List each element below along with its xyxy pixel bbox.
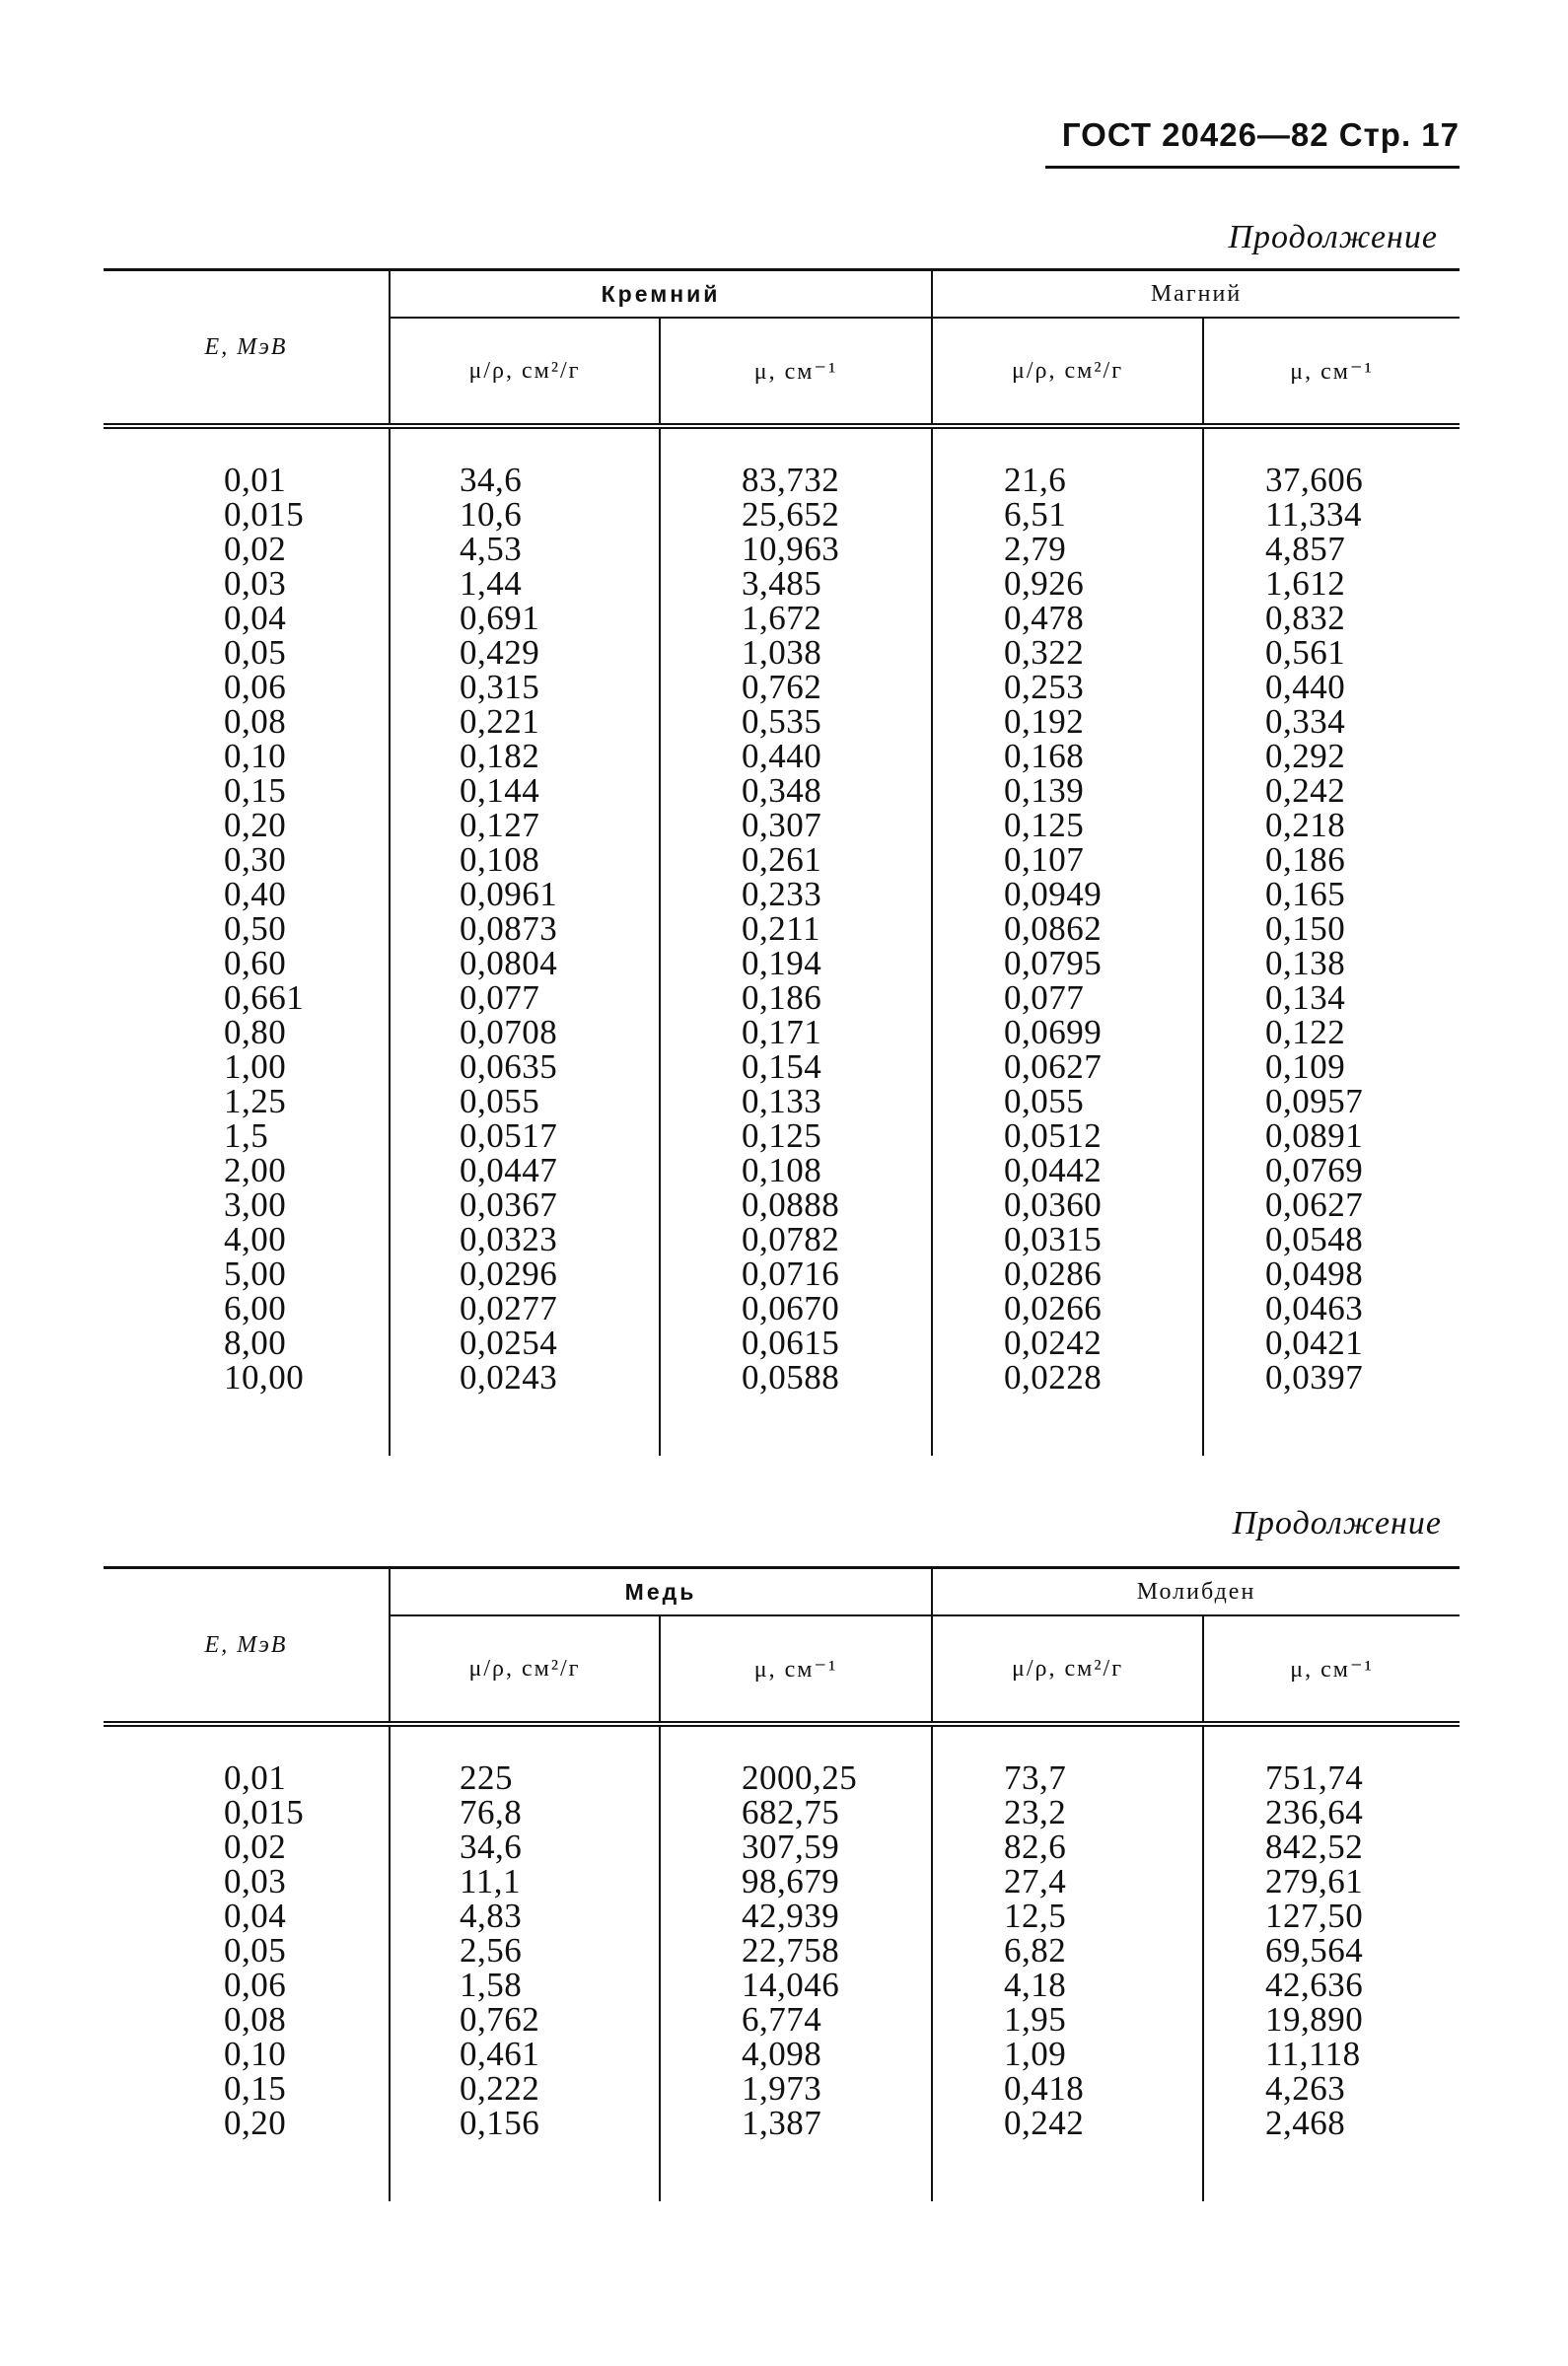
linear-coef-cell-b: 19,890: [1203, 2002, 1460, 2037]
table-row: [104, 911, 1460, 946]
energy-cell: 0,03: [224, 1862, 287, 1900]
mass-coef-cell-a: 0,0277: [390, 1291, 660, 1326]
mass-coef-cell-b: 0,0862: [932, 911, 1203, 946]
linear-coef-cell-b: 0,122: [1203, 1015, 1460, 1049]
table-row: [104, 1899, 1460, 1933]
mass-coef-cell-b: 73,7: [932, 1760, 1203, 1795]
energy-cell: 0,01: [224, 461, 287, 499]
energy-cell: 0,02: [224, 530, 287, 568]
linear-coef-cell-a: 0,154: [660, 1049, 932, 1084]
mass-coef-cell-a: 0,0447: [390, 1153, 660, 1187]
linear-coef-cell-a: 83,732: [660, 463, 932, 497]
table-body: [104, 426, 1460, 1456]
mass-coef-cell-b: 0,139: [932, 773, 1203, 808]
table-row: [104, 808, 1460, 842]
energy-cell: 3,00: [224, 1185, 287, 1224]
mass-coef-cell-b: 0,107: [932, 842, 1203, 877]
table-row: [104, 1084, 1460, 1118]
linear-coef-cell-a: 14,046: [660, 1968, 932, 2002]
mass-coef-cell-a: 10,6: [390, 497, 660, 532]
energy-cell: 1,00: [224, 1047, 287, 1086]
table-row: [104, 842, 1460, 877]
mass-coef-cell-a: 34,6: [390, 1829, 660, 1864]
mass-coef-cell-b: 0,125: [932, 808, 1203, 842]
linear-coef-cell-a: 0,0888: [660, 1187, 932, 1222]
table-row: [104, 1760, 1460, 1795]
subheader-mass-coef: μ/ρ, см²/г: [932, 318, 1203, 426]
energy-cell: 0,015: [224, 1793, 305, 1831]
linear-coef-cell-a: 0,0670: [660, 1291, 932, 1326]
energy-cell: 0,06: [224, 668, 287, 706]
mass-coef-cell-b: 0,418: [932, 2071, 1203, 2106]
mass-coef-cell-b: 0,0360: [932, 1187, 1203, 1222]
linear-coef-cell-b: 0,0769: [1203, 1153, 1460, 1187]
linear-coef-cell-b: 0,292: [1203, 739, 1460, 773]
energy-cell: 0,15: [224, 771, 287, 810]
mass-coef-cell-a: 0,0254: [390, 1326, 660, 1360]
energy-cell: 1,25: [224, 1082, 287, 1120]
table-row: [104, 635, 1460, 670]
linear-coef-cell-a: 2000,25: [660, 1760, 932, 1795]
mass-coef-cell-b: 4,18: [932, 1968, 1203, 2002]
linear-coef-cell-b: 0,0957: [1203, 1084, 1460, 1118]
mass-coef-cell-a: 11,1: [390, 1864, 660, 1899]
group-header-copper: Медь: [390, 1568, 932, 1616]
attenuation-table-cu-mo: [104, 1566, 1460, 2201]
linear-coef-cell-a: 0,211: [660, 911, 932, 946]
linear-coef-cell-b: 0,0627: [1203, 1187, 1460, 1222]
mass-coef-cell-a: 0,156: [390, 2106, 660, 2140]
mass-coef-cell-b: 0,055: [932, 1084, 1203, 1118]
mass-coef-cell-a: 0,429: [390, 635, 660, 670]
mass-coef-cell-a: 2,56: [390, 1933, 660, 1968]
subheader-linear-coef: μ, см⁻¹: [1203, 318, 1460, 426]
linear-coef-cell-b: 0,218: [1203, 808, 1460, 842]
linear-coef-cell-a: 307,59: [660, 1829, 932, 1864]
table-row: [104, 532, 1460, 566]
table-row: [104, 704, 1460, 739]
linear-coef-cell-a: 0,261: [660, 842, 932, 877]
energy-cell: 0,08: [224, 702, 287, 741]
table-row: [104, 1049, 1460, 1084]
energy-cell: 0,60: [224, 944, 287, 982]
linear-coef-cell-a: 1,387: [660, 2106, 932, 2140]
group-header-molybdenum: Молибден: [932, 1568, 1460, 1616]
table-row: [104, 946, 1460, 980]
subheader-linear-coef: μ, см⁻¹: [660, 1615, 932, 1724]
table-row: [104, 2002, 1460, 2037]
mass-coef-cell-b: 27,4: [932, 1864, 1203, 1899]
linear-coef-cell-a: 0,108: [660, 1153, 932, 1187]
mass-coef-cell-b: 0,0242: [932, 1326, 1203, 1360]
linear-coef-cell-b: 0,0891: [1203, 1118, 1460, 1153]
linear-coef-cell-a: 0,233: [660, 877, 932, 911]
attenuation-table-si-mg: [104, 268, 1460, 1456]
page-header: ГОСТ 20426—82 Стр. 17: [1061, 116, 1460, 153]
mass-coef-cell-a: 4,53: [390, 532, 660, 566]
mass-coef-cell-a: 0,055: [390, 1084, 660, 1118]
energy-cell: 0,015: [224, 495, 305, 534]
mass-coef-cell-b: 0,192: [932, 704, 1203, 739]
table-row: [104, 1256, 1460, 1291]
mass-coef-cell-b: 0,478: [932, 601, 1203, 635]
linear-coef-cell-b: 1,612: [1203, 566, 1460, 601]
table-row: [104, 1291, 1460, 1326]
energy-cell: 0,20: [224, 2104, 287, 2142]
linear-coef-cell-b: 0,561: [1203, 635, 1460, 670]
mass-coef-cell-b: 82,6: [932, 1829, 1203, 1864]
continuation-label: Продолжение: [1228, 219, 1438, 255]
linear-coef-cell-a: 0,0615: [660, 1326, 932, 1360]
group-header-silicon: Кремний: [390, 270, 932, 319]
table-row: [104, 497, 1460, 532]
linear-coef-cell-a: 0,762: [660, 670, 932, 704]
table-body: [104, 1724, 1460, 2201]
linear-coef-cell-b: 0,0548: [1203, 1222, 1460, 1256]
linear-coef-cell-a: 0,125: [660, 1118, 932, 1153]
linear-coef-cell-b: 37,606: [1203, 463, 1460, 497]
table-row: [104, 1795, 1460, 1829]
linear-coef-cell-b: 42,636: [1203, 1968, 1460, 2002]
mass-coef-cell-a: 34,6: [390, 463, 660, 497]
table-row: [104, 1360, 1460, 1395]
linear-coef-cell-a: 0,194: [660, 946, 932, 980]
linear-coef-cell-b: 0,186: [1203, 842, 1460, 877]
mass-coef-cell-b: 0,0949: [932, 877, 1203, 911]
energy-cell: 0,50: [224, 909, 287, 948]
energy-cell: 0,30: [224, 840, 287, 879]
mass-coef-cell-a: 0,461: [390, 2037, 660, 2071]
linear-coef-cell-a: 0,133: [660, 1084, 932, 1118]
mass-coef-cell-a: 0,691: [390, 601, 660, 635]
mass-coef-cell-a: 225: [390, 1760, 660, 1795]
linear-coef-cell-a: 98,679: [660, 1864, 932, 1899]
mass-coef-cell-b: 0,0699: [932, 1015, 1203, 1049]
mass-coef-cell-b: 0,0315: [932, 1222, 1203, 1256]
linear-coef-cell-b: 236,64: [1203, 1795, 1460, 1829]
mass-coef-cell-b: 0,926: [932, 566, 1203, 601]
table-row: [104, 739, 1460, 773]
table-row: [104, 980, 1460, 1015]
energy-cell: 0,04: [224, 599, 287, 637]
linear-coef-cell-b: 0,109: [1203, 1049, 1460, 1084]
energy-cell: 10,00: [224, 1358, 305, 1397]
linear-coef-cell-a: 4,098: [660, 2037, 932, 2071]
table-row: [104, 1187, 1460, 1222]
mass-coef-cell-a: 0,0367: [390, 1187, 660, 1222]
energy-header: E, МэВ: [104, 1568, 390, 1725]
energy-cell: 0,02: [224, 1828, 287, 1866]
table-row: [104, 1326, 1460, 1360]
energy-cell: 0,03: [224, 564, 287, 603]
mass-coef-cell-b: 0,0228: [932, 1360, 1203, 1395]
linear-coef-cell-b: 0,138: [1203, 946, 1460, 980]
linear-coef-cell-a: 0,0716: [660, 1256, 932, 1291]
energy-cell: 0,80: [224, 1013, 287, 1051]
table-row: [104, 601, 1460, 635]
linear-coef-cell-b: 0,334: [1203, 704, 1460, 739]
mass-coef-cell-a: 0,221: [390, 704, 660, 739]
table-row: [104, 670, 1460, 704]
mass-coef-cell-a: 0,762: [390, 2002, 660, 2037]
energy-cell: 5,00: [224, 1255, 287, 1293]
linear-coef-cell-a: 0,0588: [660, 1360, 932, 1395]
table-row: [104, 877, 1460, 911]
table-row: [104, 1829, 1460, 1864]
linear-coef-cell-a: 0,307: [660, 808, 932, 842]
linear-coef-cell-b: 0,0421: [1203, 1326, 1460, 1360]
linear-coef-cell-a: 0,440: [660, 739, 932, 773]
table-row: [104, 2106, 1460, 2140]
linear-coef-cell-b: 279,61: [1203, 1864, 1460, 1899]
mass-coef-cell-a: 0,077: [390, 980, 660, 1015]
group-header-magnesium: Магний: [932, 270, 1460, 319]
table-row: [104, 1222, 1460, 1256]
mass-coef-cell-a: 0,222: [390, 2071, 660, 2106]
linear-coef-cell-a: 0,535: [660, 704, 932, 739]
mass-coef-cell-b: 12,5: [932, 1899, 1203, 1933]
subheader-linear-coef: μ, см⁻¹: [660, 318, 932, 426]
energy-cell: 8,00: [224, 1324, 287, 1362]
table-row: [104, 1153, 1460, 1187]
linear-coef-cell-a: 682,75: [660, 1795, 932, 1829]
energy-cell: 0,06: [224, 1966, 287, 2004]
continuation-label: Продолжение: [1232, 1505, 1442, 1541]
energy-cell: 0,20: [224, 806, 287, 844]
mass-coef-cell-b: 0,077: [932, 980, 1203, 1015]
linear-coef-cell-a: 6,774: [660, 2002, 932, 2037]
energy-cell: 0,05: [224, 1931, 287, 1970]
linear-coef-cell-a: 25,652: [660, 497, 932, 532]
subheader-mass-coef: μ/ρ, см²/г: [390, 318, 660, 426]
table-row: [104, 1118, 1460, 1153]
mass-coef-cell-a: 0,127: [390, 808, 660, 842]
mass-coef-cell-b: 2,79: [932, 532, 1203, 566]
table-row: [104, 773, 1460, 808]
energy-cell: 0,01: [224, 1758, 287, 1797]
energy-cell: 1,5: [224, 1116, 269, 1155]
linear-coef-cell-b: 69,564: [1203, 1933, 1460, 1968]
mass-coef-cell-b: 0,253: [932, 670, 1203, 704]
table-row: [104, 2037, 1460, 2071]
mass-coef-cell-a: 4,83: [390, 1899, 660, 1933]
mass-coef-cell-a: 0,0804: [390, 946, 660, 980]
mass-coef-cell-b: 6,82: [932, 1933, 1203, 1968]
table-row: [104, 566, 1460, 601]
mass-coef-cell-a: 0,182: [390, 739, 660, 773]
mass-coef-cell-a: 0,315: [390, 670, 660, 704]
linear-coef-cell-b: 0,242: [1203, 773, 1460, 808]
linear-coef-cell-b: 11,334: [1203, 497, 1460, 532]
linear-coef-cell-b: 127,50: [1203, 1899, 1460, 1933]
mass-coef-cell-b: 1,09: [932, 2037, 1203, 2071]
mass-coef-cell-b: 0,0266: [932, 1291, 1203, 1326]
linear-coef-cell-b: 751,74: [1203, 1760, 1460, 1795]
mass-coef-cell-b: 1,95: [932, 2002, 1203, 2037]
linear-coef-cell-b: 0,0397: [1203, 1360, 1460, 1395]
table-row: [104, 1864, 1460, 1899]
mass-coef-cell-b: 23,2: [932, 1795, 1203, 1829]
table-row: [104, 1015, 1460, 1049]
mass-coef-cell-a: 1,58: [390, 1968, 660, 2002]
subheader-mass-coef: μ/ρ, см²/г: [390, 1615, 660, 1724]
energy-header: E, МэВ: [104, 270, 390, 427]
linear-coef-cell-b: 0,134: [1203, 980, 1460, 1015]
linear-coef-cell-a: 1,672: [660, 601, 932, 635]
linear-coef-cell-a: 0,171: [660, 1015, 932, 1049]
mass-coef-cell-a: 0,108: [390, 842, 660, 877]
linear-coef-cell-b: 0,0463: [1203, 1291, 1460, 1326]
mass-coef-cell-b: 0,0795: [932, 946, 1203, 980]
mass-coef-cell-b: 0,322: [932, 635, 1203, 670]
linear-coef-cell-b: 4,263: [1203, 2071, 1460, 2106]
subheader-linear-coef: μ, см⁻¹: [1203, 1615, 1460, 1724]
linear-coef-cell-a: 1,038: [660, 635, 932, 670]
mass-coef-cell-b: 0,0512: [932, 1118, 1203, 1153]
linear-coef-cell-b: 2,468: [1203, 2106, 1460, 2140]
mass-coef-cell-a: 0,0708: [390, 1015, 660, 1049]
mass-coef-cell-b: 0,0627: [932, 1049, 1203, 1084]
linear-coef-cell-a: 10,963: [660, 532, 932, 566]
energy-cell: 2,00: [224, 1151, 287, 1189]
linear-coef-cell-a: 42,939: [660, 1899, 932, 1933]
linear-coef-cell-a: 3,485: [660, 566, 932, 601]
mass-coef-cell-a: 0,0243: [390, 1360, 660, 1395]
mass-coef-cell-b: 21,6: [932, 463, 1203, 497]
mass-coef-cell-a: 0,0635: [390, 1049, 660, 1084]
table-row: [104, 2071, 1460, 2106]
mass-coef-cell-a: 0,0961: [390, 877, 660, 911]
table-row: [104, 1968, 1460, 2002]
linear-coef-cell-b: 0,440: [1203, 670, 1460, 704]
linear-coef-cell-a: 22,758: [660, 1933, 932, 1968]
mass-coef-cell-b: 0,168: [932, 739, 1203, 773]
mass-coef-cell-b: 0,0286: [932, 1256, 1203, 1291]
linear-coef-cell-b: 0,165: [1203, 877, 1460, 911]
mass-coef-cell-b: 0,0442: [932, 1153, 1203, 1187]
energy-cell: 0,10: [224, 737, 287, 775]
mass-coef-cell-b: 0,242: [932, 2106, 1203, 2140]
linear-coef-cell-b: 4,857: [1203, 532, 1460, 566]
energy-cell: 0,04: [224, 1897, 287, 1935]
energy-cell: 0,05: [224, 633, 287, 672]
linear-coef-cell-b: 842,52: [1203, 1829, 1460, 1864]
energy-cell: 0,661: [224, 978, 305, 1017]
linear-coef-cell-a: 0,348: [660, 773, 932, 808]
table-row: [104, 463, 1460, 497]
linear-coef-cell-b: 0,832: [1203, 601, 1460, 635]
subheader-mass-coef: μ/ρ, см²/г: [932, 1615, 1203, 1724]
mass-coef-cell-a: 0,0296: [390, 1256, 660, 1291]
mass-coef-cell-a: 1,44: [390, 566, 660, 601]
table-row: [104, 1933, 1460, 1968]
energy-cell: 4,00: [224, 1220, 287, 1258]
mass-coef-cell-a: 76,8: [390, 1795, 660, 1829]
energy-cell: 0,15: [224, 2069, 287, 2108]
energy-cell: 0,10: [224, 2035, 287, 2073]
mass-coef-cell-a: 0,144: [390, 773, 660, 808]
linear-coef-cell-a: 1,973: [660, 2071, 932, 2106]
energy-cell: 0,40: [224, 875, 287, 913]
header-rule: [1045, 166, 1460, 169]
energy-cell: 6,00: [224, 1289, 287, 1327]
linear-coef-cell-b: 0,0498: [1203, 1256, 1460, 1291]
linear-coef-cell-a: 0,186: [660, 980, 932, 1015]
mass-coef-cell-a: 0,0873: [390, 911, 660, 946]
mass-coef-cell-a: 0,0323: [390, 1222, 660, 1256]
linear-coef-cell-b: 0,150: [1203, 911, 1460, 946]
linear-coef-cell-a: 0,0782: [660, 1222, 932, 1256]
mass-coef-cell-b: 6,51: [932, 497, 1203, 532]
mass-coef-cell-a: 0,0517: [390, 1118, 660, 1153]
linear-coef-cell-b: 11,118: [1203, 2037, 1460, 2071]
energy-cell: 0,08: [224, 2000, 287, 2039]
